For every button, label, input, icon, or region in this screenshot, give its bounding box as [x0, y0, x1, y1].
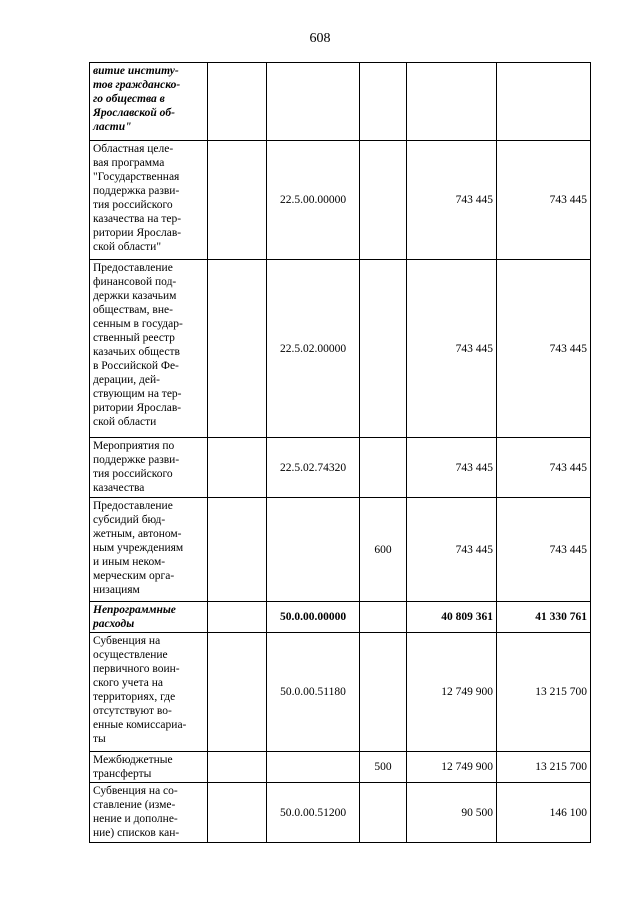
row-name: Субвенция на со- ставление (изме- нение и дополне- ние) списков кан-	[93, 785, 180, 839]
row-name: Субвенция на осуществление первичного воин- ского учета на территориях, где отсутствуют во- енные комиссариа- ты	[93, 635, 187, 745]
table-row	[90, 752, 591, 783]
empty-cell	[208, 633, 267, 752]
row-name: Предоставление финансовой под- держки казачьим обществам, вне- сенным в государ- ственный реестр казачьих обществ в Российской Фе- дерации, дей- ствующим на тер- ритории Ярослав- ской области	[93, 262, 183, 428]
sum1-cell: 743 445	[407, 260, 497, 438]
type-cell	[360, 633, 407, 752]
sum1-cell: 12 749 900	[407, 633, 497, 752]
code-cell: 50.0.00.51180	[267, 633, 360, 752]
row-name: Межбюджетные трансферты	[93, 754, 173, 780]
table-row	[90, 141, 591, 260]
row-name-cell	[90, 633, 208, 752]
table-row	[90, 602, 591, 633]
sum1-cell: 743 445	[407, 141, 497, 260]
empty-cell	[208, 438, 267, 498]
page-number: 608	[309, 31, 331, 46]
type-cell	[360, 260, 407, 438]
sum2-cell: 13 215 700	[497, 752, 591, 783]
sum2-cell: 743 445	[497, 141, 591, 260]
type-cell: 600	[360, 498, 407, 602]
row-name-cell	[90, 498, 208, 602]
sum1-cell: 743 445	[407, 438, 497, 498]
row-name: Предоставление субсидий бюд- жетным, автоном- ным учреждениям и иным неком- мерческим орга- низациям	[93, 500, 184, 596]
row-name-cell	[90, 602, 208, 633]
sum2-cell: 41 330 761	[497, 602, 591, 633]
row-name-cell	[90, 63, 208, 141]
sum1-cell: 743 445	[407, 498, 497, 602]
code-cell: 22.5.02.00000	[267, 260, 360, 438]
code-cell	[267, 498, 360, 602]
empty-cell	[208, 63, 267, 141]
table-row	[90, 498, 591, 602]
table-row	[90, 63, 591, 141]
code-cell: 22.5.00.00000	[267, 141, 360, 260]
row-name: Мероприятия по поддержке разви- тия российского казачества	[93, 440, 180, 494]
table-row	[90, 783, 591, 843]
sum2-cell: 743 445	[497, 438, 591, 498]
sum1-cell: 90 500	[407, 783, 497, 843]
code-cell: 50.0.00.51200	[267, 783, 360, 843]
row-name: Областная целе- вая программа "Государственная поддержка разви- тия российского казачества на тер- ритории Ярослав- ской области"	[93, 143, 182, 253]
row-name: Непрограммные расходы	[93, 604, 176, 630]
budget-table	[89, 62, 591, 843]
row-name-cell	[90, 752, 208, 783]
sum1-cell: 40 809 361	[407, 602, 497, 633]
table-row	[90, 438, 591, 498]
sum2-cell: 743 445	[497, 498, 591, 602]
empty-cell	[208, 783, 267, 843]
empty-cell	[208, 141, 267, 260]
empty-cell	[208, 752, 267, 783]
code-cell: 22.5.02.74320	[267, 438, 360, 498]
row-name-cell	[90, 783, 208, 843]
sum2-cell	[497, 63, 591, 141]
table-row	[90, 260, 591, 438]
row-name-cell	[90, 141, 208, 260]
empty-cell	[208, 498, 267, 602]
table-row	[90, 633, 591, 752]
sum1-cell: 12 749 900	[407, 752, 497, 783]
type-cell	[360, 141, 407, 260]
sum2-cell: 743 445	[497, 260, 591, 438]
sum2-cell: 13 215 700	[497, 633, 591, 752]
empty-cell	[208, 260, 267, 438]
sum1-cell	[407, 63, 497, 141]
type-cell	[360, 63, 407, 141]
row-name-cell	[90, 260, 208, 438]
row-name-cell	[90, 438, 208, 498]
code-cell	[267, 63, 360, 141]
type-cell: 500	[360, 752, 407, 783]
code-cell	[267, 752, 360, 783]
sum2-cell: 146 100	[497, 783, 591, 843]
type-cell	[360, 602, 407, 633]
code-cell: 50.0.00.00000	[267, 602, 360, 633]
row-name: витие институ- тов гражданско- го общества в Ярославской об- ласти"	[93, 65, 181, 133]
empty-cell	[208, 602, 267, 633]
type-cell	[360, 783, 407, 843]
type-cell	[360, 438, 407, 498]
